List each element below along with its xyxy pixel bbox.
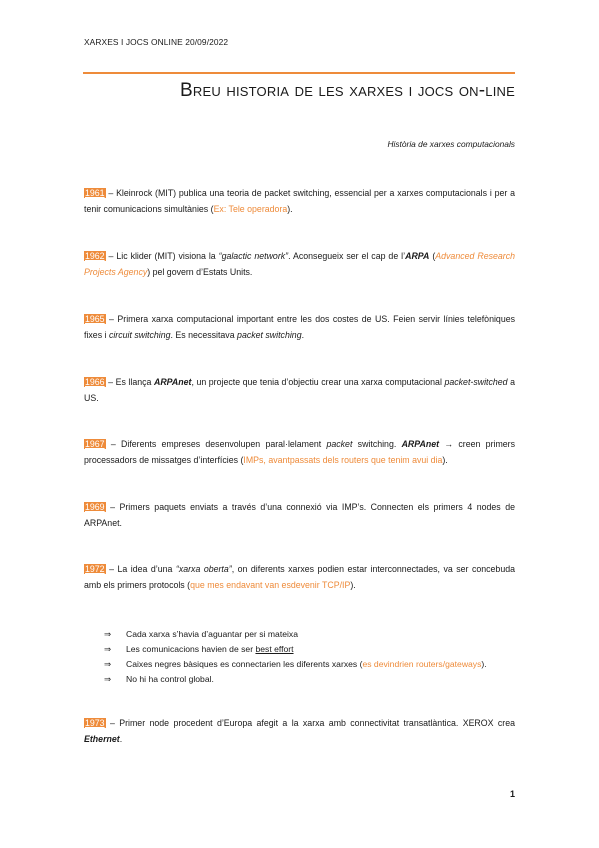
year-badge: 1966: [85, 377, 105, 387]
page-title: Breu historia de les xarxes i jocs on-line: [179, 80, 515, 101]
timeline-entry-1962: 1962 – Lic klider (MIT) visiona la “galactic network”. Aconsegueix ser el cap de l’ARPA (Advanced Research Projects Agency) pel govern d’Estats Units.: [84, 251, 515, 277]
year-badge: 1969: [85, 502, 105, 512]
timeline-entry-1972: 1972 – La idea d’una “xarxa oberta”, on diferents xarxes podien estar interconnectades, va ser concebuda amb els primers protocols (que mes endavant van esdevenir TCP/IP).: [84, 564, 515, 590]
arrow-icon: ⇒: [104, 674, 112, 684]
principles-list: [104, 627, 487, 687]
year-badge: 1967: [85, 439, 105, 449]
section-subtitle: Història de xarxes computacionals: [387, 139, 515, 149]
page-number: 1: [509, 789, 515, 799]
header-rule: [83, 72, 515, 74]
arrow-icon: ⇒: [104, 629, 112, 639]
year-badge: 1973: [85, 718, 105, 728]
timeline-entry-1965: 1965 – Primera xarxa computacional important entre les dos costes de US. Feien servir línies telefòniques fixes i circuit switching. Es necessitava packet switching.: [84, 314, 515, 340]
year-badge: 1972: [85, 564, 105, 574]
year-badge: 1961: [85, 188, 105, 198]
year-badge: 1962: [85, 251, 105, 261]
list-item: ⇒ Cada xarxa s’havia d’aguantar per si mateixa: [104, 627, 487, 642]
list-item: ⇒ Caixes negres bàsiques es connectarien les diferents xarxes (es devindrien routers/gateways).: [104, 657, 487, 672]
timeline-entry-1973: 1973 – Primer node procedent d’Europa afegit a la xarxa amb connectivitat transatlàntica. XEROX crea Ethernet.: [84, 718, 515, 744]
timeline-entry-1961: 1961 – Kleinrock (MIT) publica una teoria de packet switching, essencial per a xarxes computacionals i per a tenir comunicacions simultànies (Ex: Tele operadora).: [84, 188, 515, 214]
arrow-icon: ⇒: [104, 659, 112, 669]
timeline-entry-1967: 1967 – Diferents empreses desenvolupen paral·lelament packet switching. ARPAnet → creen primers processadors de missatges d’interfícies (IMPs, avantpassats dels routers que tenim avui dia).: [84, 439, 515, 465]
timeline-entry-1966: 1966 – Es llança ARPAnet, un projecte que tenia d’objectiu crear una xarxa computacional packet-switched a US.: [84, 377, 516, 403]
arrow-icon: ⇒: [104, 644, 112, 654]
list-item: ⇒ No hi ha control global.: [104, 672, 487, 687]
timeline-entry-1969: 1969 – Primers paquets enviats a través d’una connexió via IMP’s. Connecten els primers 4 nodes de ARPAnet.: [84, 502, 515, 528]
page-header: XARXES I JOCS ONLINE 20/09/2022: [84, 37, 229, 47]
year-badge: 1965: [85, 314, 105, 324]
list-item: ⇒ Les comunicacions havien de ser best effort: [104, 642, 487, 657]
